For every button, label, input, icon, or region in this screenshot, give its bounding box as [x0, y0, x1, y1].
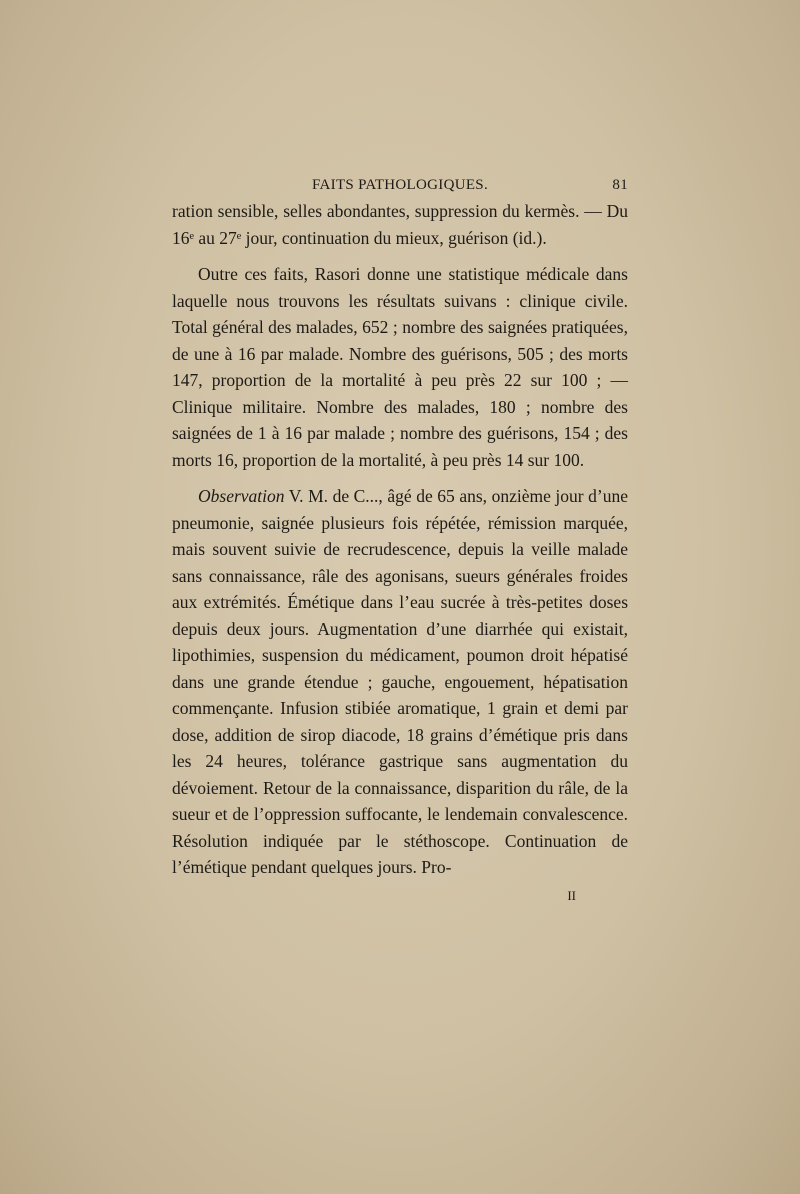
- signature-row: [172, 883, 628, 909]
- page-header: [172, 172, 628, 198]
- signature-mark: II: [567, 887, 576, 903]
- observation-label: Observation: [198, 486, 285, 506]
- observation-text: V. M. de C..., âgé de 65 ans, onzième jour d’une pneumonie, saignée plusieurs fois répétée, rémission marquée, mais souvent suivie de recrudescence, depuis la veille malade sans connaissance, râle des agonisans, sueurs générales froides aux extrémités. Émétique dans l’eau sucrée à très-petites doses depuis deux jours. Augmentation d’une diarrhée qui existait, lipothimies, suspension du médicament, poumon droit hépatisé dans une grande étendue ; gauche, engouement, hépatisation commençante. Infusion stibiée aromatique, 1 grain et demi par dose, addition de sirop diacode, 18 grains d’émétique pris dans les 24 heures, tolérance gastrique sans augmentation du dévoiement. Retour de la connaissance, disparition du râle, de la sueur et de l’oppression suffocante, le lendemain convalescence. Résolution indiquée par le stéthoscope. Continuation de l’émétique pendant quelques jours. Pro-: [172, 486, 628, 877]
- running-title: FAITS PATHOLOGIQUES.: [311, 177, 489, 193]
- paragraph-observation: [172, 483, 628, 881]
- paragraph-statistics: Outre ces faits, Rasori donne une statistique médicale dans laquelle nous trouvons les résultats suivans : clinique civile. Total général des malades, 652 ; nombre des saignées pratiquées, de une à 16 par malade. Nombre des guérisons, 505 ; des morts 147, proportion de la mortalité à peu près 22 sur 100 ; — Clinique militaire. Nombre des malades, 180 ; nombre des saignées de 1 à 16 par malade ; nombre des guérisons, 154 ; des morts 16, proportion de la mortalité, à peu près 14 sur 100.: [172, 264, 628, 470]
- page-number: 81: [612, 177, 628, 193]
- paragraph-continuation: ration sensible, selles abondantes, suppression du kermès. — Du 16ᵉ au 27ᵉ jour, continuation du mieux, guérison (id.).: [172, 201, 628, 248]
- text-block: [172, 172, 628, 909]
